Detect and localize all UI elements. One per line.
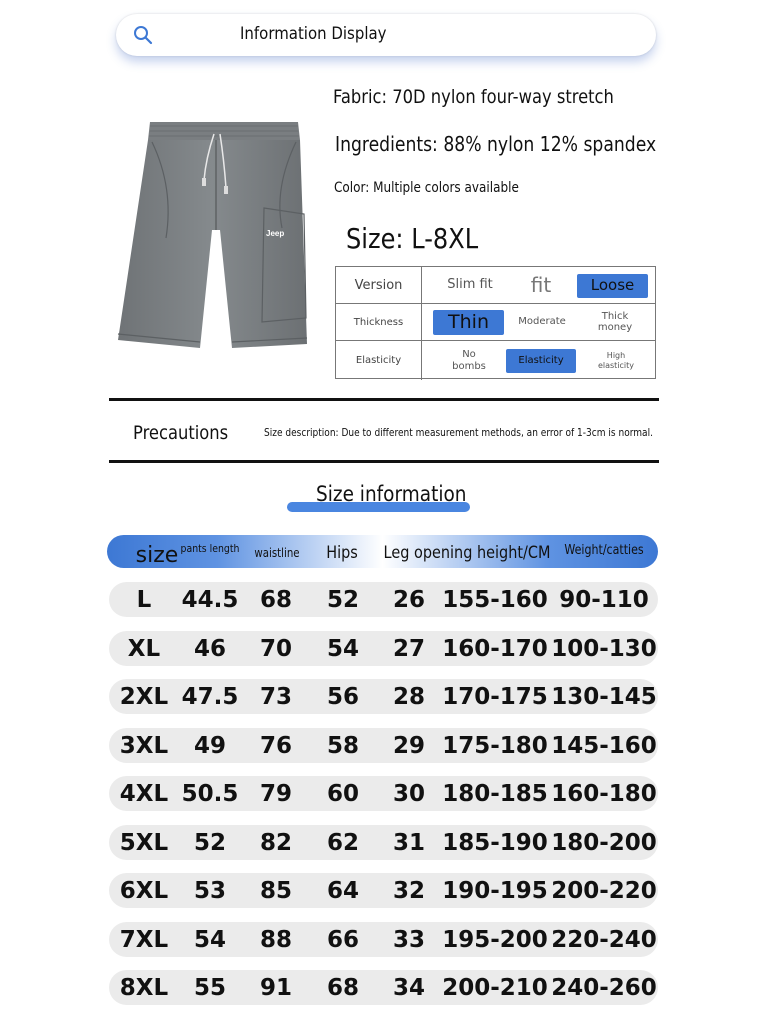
attr-option-moderate[interactable]: Moderate	[518, 316, 566, 328]
table-cell: 52	[326, 586, 359, 613]
table-row	[109, 728, 658, 763]
size-cell: 4XL	[119, 780, 169, 807]
col-header-leg-opening: Leg opening height/CM	[383, 542, 551, 563]
table-cell: 100-130	[551, 635, 657, 662]
table-cell: 175-180	[442, 732, 548, 759]
table-cell: 185-190	[442, 829, 548, 856]
product-image	[114, 118, 310, 354]
table-cell: 170-175	[442, 683, 548, 710]
size-cell: 8XL	[119, 974, 169, 1001]
table-cell: 64	[326, 877, 359, 904]
col-header-weight: Weight/catties	[564, 543, 644, 558]
table-cell: 31	[392, 829, 425, 856]
brand-logo: Jeep	[266, 229, 285, 238]
attr-option-loose-selected[interactable]: Loose	[577, 274, 648, 298]
attr-option-slim-fit[interactable]: Slim fit	[447, 276, 493, 292]
table-cell: 145-160	[551, 732, 657, 759]
attr-label-version: Version	[336, 267, 422, 303]
size-cell: XL	[127, 635, 161, 662]
table-cell: 220-240	[551, 926, 657, 953]
col-header-size: size	[135, 543, 179, 568]
table-cell: 66	[326, 926, 359, 953]
table-cell: 46	[193, 635, 226, 662]
table-cell: 47.5	[181, 683, 239, 710]
attr-option-no-bombs[interactable]: No bombs	[452, 349, 486, 372]
table-cell: 68	[259, 586, 292, 613]
attr-row-thickness	[336, 304, 655, 341]
table-cell: 90-110	[559, 586, 649, 613]
table-row	[109, 922, 658, 957]
table-cell: 55	[193, 974, 226, 1001]
table-cell: 155-160	[442, 586, 548, 613]
col-header-hips: Hips	[326, 542, 358, 563]
size-table-header	[107, 535, 658, 568]
size-info-title: Size information	[316, 482, 467, 506]
col-header-waistline: waistline	[254, 545, 300, 560]
table-cell: 28	[392, 683, 425, 710]
attr-option-high-elasticity[interactable]: High elasticity	[597, 351, 635, 370]
table-cell: 195-200	[442, 926, 548, 953]
table-cell: 160-180	[551, 780, 657, 807]
divider-bottom	[109, 460, 659, 463]
table-cell: 54	[193, 926, 226, 953]
table-cell: 49	[193, 732, 226, 759]
table-cell: 70	[259, 635, 292, 662]
col-header-pants-length: pants length	[180, 542, 240, 555]
table-cell: 26	[392, 586, 425, 613]
spec-color: Color: Multiple colors available	[334, 180, 519, 196]
table-cell: 27	[392, 635, 425, 662]
table-row	[109, 679, 658, 714]
attribute-table	[335, 266, 656, 379]
table-cell: 73	[259, 683, 292, 710]
spec-fabric: Fabric: 70D nylon four-way stretch	[333, 86, 614, 108]
table-row	[109, 631, 658, 666]
table-cell: 50.5	[181, 780, 239, 807]
table-cell: 190-195	[442, 877, 548, 904]
table-cell: 52	[193, 829, 226, 856]
table-cell: 91	[259, 974, 292, 1001]
precautions-title: Precautions	[133, 422, 229, 444]
attr-row-version	[336, 267, 655, 304]
precautions-description: Size description: Due to different measurement methods, an error of 1-3cm is normal.	[264, 426, 653, 439]
attr-option-fit[interactable]: fit	[530, 272, 552, 297]
table-cell: 62	[326, 829, 359, 856]
table-cell: 60	[326, 780, 359, 807]
size-cell: 5XL	[119, 829, 169, 856]
size-cell: L	[136, 586, 152, 613]
size-cell: 3XL	[119, 732, 169, 759]
table-cell: 56	[326, 683, 359, 710]
spec-size: Size: L-8XL	[346, 222, 479, 255]
table-row	[109, 776, 658, 811]
attr-label-elasticity: Elasticity	[336, 341, 422, 380]
attr-label-thickness: Thickness	[336, 304, 422, 340]
size-cell: 2XL	[119, 683, 169, 710]
size-cell: 7XL	[119, 926, 169, 953]
table-cell: 76	[259, 732, 292, 759]
table-cell: 44.5	[181, 586, 239, 613]
table-cell: 30	[392, 780, 425, 807]
spec-ingredients: Ingredients: 88% nylon 12% spandex	[335, 132, 657, 156]
table-cell: 53	[193, 877, 226, 904]
table-cell: 200-210	[442, 974, 548, 1001]
table-cell: 160-170	[442, 635, 548, 662]
table-cell: 180-200	[551, 829, 657, 856]
table-cell: 180-185	[442, 780, 548, 807]
table-cell: 54	[326, 635, 359, 662]
table-cell: 34	[392, 974, 425, 1001]
table-cell: 68	[326, 974, 359, 1001]
attr-row-elasticity	[336, 341, 655, 380]
table-cell: 58	[326, 732, 359, 759]
table-cell: 85	[259, 877, 292, 904]
table-row	[109, 825, 658, 860]
table-cell: 79	[259, 780, 292, 807]
table-cell: 32	[392, 877, 425, 904]
table-row	[109, 582, 658, 617]
table-cell: 29	[392, 732, 425, 759]
table-cell: 130-145	[551, 683, 657, 710]
divider-top	[109, 398, 659, 401]
table-row	[109, 970, 658, 1005]
table-cell: 82	[259, 829, 292, 856]
attr-option-elasticity-selected[interactable]: Elasticity	[506, 349, 576, 373]
table-cell: 33	[392, 926, 425, 953]
search-icon	[132, 24, 154, 46]
size-cell: 6XL	[119, 877, 169, 904]
table-cell: 88	[259, 926, 292, 953]
table-row	[109, 873, 658, 908]
search-title: Information Display	[240, 24, 387, 44]
table-cell: 240-260	[551, 974, 657, 1001]
search-bar[interactable]	[116, 14, 656, 56]
attr-option-thin-selected[interactable]: Thin	[433, 310, 504, 335]
attr-option-thick-money[interactable]: Thick money	[597, 310, 633, 333]
table-cell: 200-220	[551, 877, 657, 904]
